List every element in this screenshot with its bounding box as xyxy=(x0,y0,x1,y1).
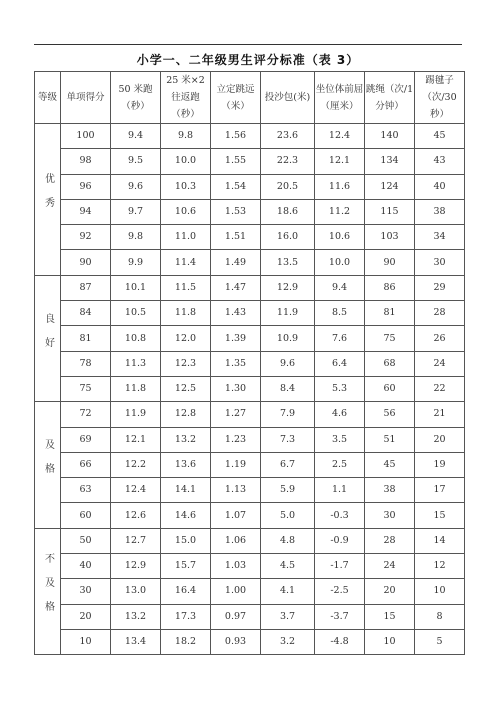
standing-jump-cell: 1.13 xyxy=(211,478,261,503)
header-sit-and-reach: 坐位体前屈（厘米） xyxy=(315,72,365,124)
standing-jump-cell: 1.03 xyxy=(211,554,261,579)
standing-jump-cell: 1.56 xyxy=(211,124,261,149)
run-50m-cell: 12.4 xyxy=(111,478,161,503)
shuttlecock-cell: 20 xyxy=(415,427,465,452)
sit-and-reach-cell: -4.8 xyxy=(315,629,365,654)
sit-and-reach-cell: 11.2 xyxy=(315,199,365,224)
rope-skip-cell: 30 xyxy=(365,503,415,528)
shuttlecock-cell: 8 xyxy=(415,604,465,629)
sit-and-reach-cell: 5.3 xyxy=(315,376,365,401)
table-row xyxy=(35,124,465,149)
run-50m-cell: 10.5 xyxy=(111,301,161,326)
header-50m-run: 50 米跑（秒） xyxy=(111,72,161,124)
table-row xyxy=(35,250,465,275)
shuttlecock-cell: 5 xyxy=(415,629,465,654)
rope-skip-cell: 140 xyxy=(365,124,415,149)
standing-jump-cell: 1.49 xyxy=(211,250,261,275)
run-50m-cell: 13.2 xyxy=(111,604,161,629)
shuttlecock-cell: 17 xyxy=(415,478,465,503)
grade-label: 良好 xyxy=(42,312,54,361)
shuttle-run-cell: 12.3 xyxy=(161,351,211,376)
shuttle-run-cell: 10.0 xyxy=(161,149,211,174)
run-50m-cell: 9.4 xyxy=(111,124,161,149)
sandbag-throw-cell: 4.8 xyxy=(261,528,315,553)
sandbag-throw-cell: 10.9 xyxy=(261,326,315,351)
score-cell: 84 xyxy=(61,301,111,326)
rope-skip-cell: 75 xyxy=(365,326,415,351)
rope-skip-cell: 56 xyxy=(365,402,415,427)
run-50m-cell: 10.8 xyxy=(111,326,161,351)
score-table xyxy=(34,71,465,655)
table-row xyxy=(35,554,465,579)
table-row xyxy=(35,351,465,376)
shuttle-run-cell: 9.8 xyxy=(161,124,211,149)
shuttlecock-cell: 30 xyxy=(415,250,465,275)
sandbag-throw-cell: 16.0 xyxy=(261,225,315,250)
header-sandbag-throw: 投沙包(米) xyxy=(261,72,315,124)
sandbag-throw-cell: 18.6 xyxy=(261,199,315,224)
shuttlecock-cell: 26 xyxy=(415,326,465,351)
score-cell: 90 xyxy=(61,250,111,275)
shuttlecock-cell: 38 xyxy=(415,199,465,224)
standing-jump-cell: 1.27 xyxy=(211,402,261,427)
standing-jump-cell: 1.39 xyxy=(211,326,261,351)
score-cell: 75 xyxy=(61,376,111,401)
shuttlecock-cell: 14 xyxy=(415,528,465,553)
sandbag-throw-cell: 20.5 xyxy=(261,174,315,199)
standing-jump-cell: 1.06 xyxy=(211,528,261,553)
shuttle-run-cell: 15.0 xyxy=(161,528,211,553)
grade-label: 不及格 xyxy=(42,553,54,626)
rope-skip-cell: 51 xyxy=(365,427,415,452)
shuttlecock-cell: 29 xyxy=(415,275,465,300)
shuttle-run-cell: 13.6 xyxy=(161,452,211,477)
sit-and-reach-cell: -0.9 xyxy=(315,528,365,553)
sandbag-throw-cell: 4.5 xyxy=(261,554,315,579)
sit-and-reach-cell: -3.7 xyxy=(315,604,365,629)
standing-jump-cell: 1.51 xyxy=(211,225,261,250)
rope-skip-cell: 45 xyxy=(365,452,415,477)
shuttlecock-cell: 40 xyxy=(415,174,465,199)
sandbag-throw-cell: 9.6 xyxy=(261,351,315,376)
table-row xyxy=(35,275,465,300)
score-cell: 10 xyxy=(61,629,111,654)
shuttle-run-cell: 14.1 xyxy=(161,478,211,503)
run-50m-cell: 11.3 xyxy=(111,351,161,376)
table-row xyxy=(35,503,465,528)
shuttle-run-cell: 11.8 xyxy=(161,301,211,326)
shuttle-run-cell: 11.5 xyxy=(161,275,211,300)
run-50m-cell: 11.8 xyxy=(111,376,161,401)
sandbag-throw-cell: 7.3 xyxy=(261,427,315,452)
table-row xyxy=(35,301,465,326)
grade-label: 及格 xyxy=(42,439,54,487)
run-50m-cell: 9.6 xyxy=(111,174,161,199)
standing-jump-cell: 1.07 xyxy=(211,503,261,528)
score-cell: 98 xyxy=(61,149,111,174)
run-50m-cell: 9.9 xyxy=(111,250,161,275)
standing-jump-cell: 0.93 xyxy=(211,629,261,654)
sandbag-throw-cell: 12.9 xyxy=(261,275,315,300)
sandbag-throw-cell: 7.9 xyxy=(261,402,315,427)
sit-and-reach-cell: 12.4 xyxy=(315,124,365,149)
standing-jump-cell: 1.54 xyxy=(211,174,261,199)
header-shuttlecock: 踢毽子（次/30 秒） xyxy=(415,72,465,124)
rope-skip-cell: 134 xyxy=(365,149,415,174)
page-title: 小学一、二年级男生评分标准（表 3） xyxy=(136,53,360,67)
shuttle-run-cell: 12.8 xyxy=(161,402,211,427)
rope-skip-cell: 90 xyxy=(365,250,415,275)
table-row xyxy=(35,174,465,199)
header-rope-skip: 跳绳（次/1 分钟） xyxy=(365,72,415,124)
sandbag-throw-cell: 3.7 xyxy=(261,604,315,629)
sandbag-throw-cell: 6.7 xyxy=(261,452,315,477)
sit-and-reach-cell: -2.5 xyxy=(315,579,365,604)
shuttle-run-cell: 15.7 xyxy=(161,554,211,579)
sandbag-throw-cell: 3.2 xyxy=(261,629,315,654)
shuttlecock-cell: 12 xyxy=(415,554,465,579)
score-cell: 92 xyxy=(61,225,111,250)
sandbag-throw-cell: 23.6 xyxy=(261,124,315,149)
shuttle-run-cell: 17.3 xyxy=(161,604,211,629)
standing-jump-cell: 1.00 xyxy=(211,579,261,604)
score-table-body xyxy=(35,124,465,655)
rope-skip-cell: 24 xyxy=(365,554,415,579)
run-50m-cell: 13.0 xyxy=(111,579,161,604)
shuttle-run-cell: 13.2 xyxy=(161,427,211,452)
shuttle-run-cell: 16.4 xyxy=(161,579,211,604)
rope-skip-cell: 103 xyxy=(365,225,415,250)
run-50m-cell: 10.1 xyxy=(111,275,161,300)
sit-and-reach-cell: 12.1 xyxy=(315,149,365,174)
shuttlecock-cell: 24 xyxy=(415,351,465,376)
score-cell: 40 xyxy=(61,554,111,579)
table-row xyxy=(35,478,465,503)
table-row xyxy=(35,579,465,604)
table-row xyxy=(35,225,465,250)
score-cell: 20 xyxy=(61,604,111,629)
shuttlecock-cell: 22 xyxy=(415,376,465,401)
table-row xyxy=(35,149,465,174)
shuttlecock-cell: 43 xyxy=(415,149,465,174)
score-cell: 100 xyxy=(61,124,111,149)
rope-skip-cell: 124 xyxy=(365,174,415,199)
shuttle-run-cell: 11.0 xyxy=(161,225,211,250)
rope-skip-cell: 115 xyxy=(365,199,415,224)
rope-skip-cell: 81 xyxy=(365,301,415,326)
header-grade: 等级 xyxy=(35,72,61,124)
sit-and-reach-cell: 11.6 xyxy=(315,174,365,199)
shuttlecock-cell: 28 xyxy=(415,301,465,326)
header-standing-jump: 立定跳远（米） xyxy=(211,72,261,124)
rope-skip-cell: 86 xyxy=(365,275,415,300)
sandbag-throw-cell: 13.5 xyxy=(261,250,315,275)
table-row xyxy=(35,427,465,452)
shuttle-run-cell: 10.3 xyxy=(161,174,211,199)
sit-and-reach-cell: 6.4 xyxy=(315,351,365,376)
shuttlecock-cell: 21 xyxy=(415,402,465,427)
run-50m-cell: 12.2 xyxy=(111,452,161,477)
sit-and-reach-cell: 1.1 xyxy=(315,478,365,503)
sandbag-throw-cell: 8.4 xyxy=(261,376,315,401)
run-50m-cell: 12.6 xyxy=(111,503,161,528)
score-cell: 60 xyxy=(61,503,111,528)
table-row xyxy=(35,528,465,553)
score-cell: 94 xyxy=(61,199,111,224)
rope-skip-cell: 60 xyxy=(365,376,415,401)
sandbag-throw-cell: 22.3 xyxy=(261,149,315,174)
header-shuttle-run: 25 米×2 往返跑（秒） xyxy=(161,72,211,124)
score-cell: 63 xyxy=(61,478,111,503)
shuttlecock-cell: 10 xyxy=(415,579,465,604)
standing-jump-cell: 1.30 xyxy=(211,376,261,401)
shuttle-run-cell: 11.4 xyxy=(161,250,211,275)
header-row xyxy=(35,72,465,124)
sit-and-reach-cell: 2.5 xyxy=(315,452,365,477)
score-cell: 81 xyxy=(61,326,111,351)
rope-skip-cell: 10 xyxy=(365,629,415,654)
sandbag-throw-cell: 5.0 xyxy=(261,503,315,528)
shuttlecock-cell: 15 xyxy=(415,503,465,528)
sit-and-reach-cell: 8.5 xyxy=(315,301,365,326)
shuttle-run-cell: 12.0 xyxy=(161,326,211,351)
standing-jump-cell: 1.19 xyxy=(211,452,261,477)
standing-jump-cell: 1.23 xyxy=(211,427,261,452)
sandbag-throw-cell: 5.9 xyxy=(261,478,315,503)
table-row xyxy=(35,376,465,401)
top-rule xyxy=(34,44,462,45)
standing-jump-cell: 1.35 xyxy=(211,351,261,376)
grade-cell xyxy=(35,124,61,276)
shuttle-run-cell: 14.6 xyxy=(161,503,211,528)
table-row xyxy=(35,402,465,427)
grade-cell xyxy=(35,402,61,528)
rope-skip-cell: 28 xyxy=(365,528,415,553)
run-50m-cell: 11.9 xyxy=(111,402,161,427)
table-row xyxy=(35,326,465,351)
sit-and-reach-cell: 10.6 xyxy=(315,225,365,250)
shuttlecock-cell: 34 xyxy=(415,225,465,250)
shuttle-run-cell: 18.2 xyxy=(161,629,211,654)
shuttle-run-cell: 12.5 xyxy=(161,376,211,401)
shuttlecock-cell: 19 xyxy=(415,452,465,477)
score-cell: 50 xyxy=(61,528,111,553)
score-cell: 30 xyxy=(61,579,111,604)
run-50m-cell: 9.7 xyxy=(111,199,161,224)
standing-jump-cell: 1.47 xyxy=(211,275,261,300)
score-cell: 66 xyxy=(61,452,111,477)
grade-cell xyxy=(35,528,61,654)
score-cell: 69 xyxy=(61,427,111,452)
standing-jump-cell: 1.43 xyxy=(211,301,261,326)
run-50m-cell: 13.4 xyxy=(111,629,161,654)
header-score: 单项得分 xyxy=(61,72,111,124)
run-50m-cell: 12.7 xyxy=(111,528,161,553)
shuttle-run-cell: 10.6 xyxy=(161,199,211,224)
sit-and-reach-cell: 3.5 xyxy=(315,427,365,452)
standing-jump-cell: 1.55 xyxy=(211,149,261,174)
sit-and-reach-cell: -0.3 xyxy=(315,503,365,528)
rope-skip-cell: 15 xyxy=(365,604,415,629)
standing-jump-cell: 0.97 xyxy=(211,604,261,629)
score-cell: 72 xyxy=(61,402,111,427)
grade-label: 优秀 xyxy=(42,173,54,222)
table-row xyxy=(35,452,465,477)
rope-skip-cell: 20 xyxy=(365,579,415,604)
run-50m-cell: 9.5 xyxy=(111,149,161,174)
sit-and-reach-cell: -1.7 xyxy=(315,554,365,579)
sit-and-reach-cell: 9.4 xyxy=(315,275,365,300)
sit-and-reach-cell: 7.6 xyxy=(315,326,365,351)
rope-skip-cell: 68 xyxy=(365,351,415,376)
run-50m-cell: 12.1 xyxy=(111,427,161,452)
score-cell: 96 xyxy=(61,174,111,199)
table-row xyxy=(35,604,465,629)
grade-cell xyxy=(35,275,61,401)
shuttlecock-cell: 45 xyxy=(415,124,465,149)
sandbag-throw-cell: 11.9 xyxy=(261,301,315,326)
standing-jump-cell: 1.53 xyxy=(211,199,261,224)
table-row xyxy=(35,629,465,654)
score-cell: 87 xyxy=(61,275,111,300)
sit-and-reach-cell: 10.0 xyxy=(315,250,365,275)
sandbag-throw-cell: 4.1 xyxy=(261,579,315,604)
rope-skip-cell: 38 xyxy=(365,478,415,503)
sit-and-reach-cell: 4.6 xyxy=(315,402,365,427)
table-row xyxy=(35,199,465,224)
run-50m-cell: 9.8 xyxy=(111,225,161,250)
run-50m-cell: 12.9 xyxy=(111,554,161,579)
score-cell: 78 xyxy=(61,351,111,376)
